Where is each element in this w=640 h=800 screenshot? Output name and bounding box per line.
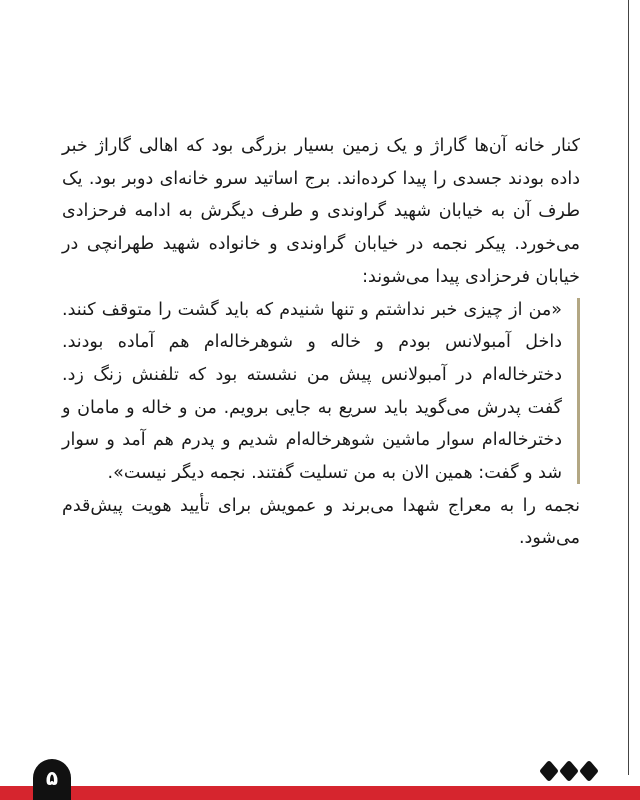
article-body bbox=[62, 130, 580, 555]
footer-accent-bar bbox=[0, 786, 640, 800]
logo-diamond-3 bbox=[580, 761, 598, 781]
paragraph-intro: کنار خانه آن‌ها گاراژ و یک زمین بسیار بزرگی بود که اهالی گاراژ خبر داده بودند جسدی را پیدا کرده‌اند. برج اساتید سرو خانه‌ای دوبر بود. یک طرف آن به خیابان شهید گراوندی و طرف دیگرش به ادامه فرحزادی می‌خورد. پیکر نجمه در خیابان گراوندی و خانواده شهید طهرانچی در خیابان فرحزادی پیدا می‌شوند: bbox=[62, 136, 580, 287]
quote-text: «من از چیزی خبر نداشتم و تنها شنیدم که باید گشت را متوقف کنند. داخل آمبولانس بودم و خاله و شوهرخاله‌ام هم آماده بودند. دخترخاله‌ام در آمبولانس پیش من نشسته بود که تلفنش زنگ زد. گفت پدرش می‌گوید باید سریع به جایی برویم. من و خاله و مامان و دخترخاله‌ام سوار ماشین شوهرخاله‌ام شدیم و پدرم هم آمد و سوار شد و گفت: همین الان به من تسلیت گفتند. نجمه دیگر نیست». bbox=[62, 299, 562, 484]
paragraph-closing: نجمه را به معراج شهدا می‌برند و عمویش برای تأیید هویت پیش‌قدم می‌شود. bbox=[62, 495, 580, 549]
logo-diamond-2 bbox=[560, 761, 578, 781]
logo-diamond-1 bbox=[540, 761, 558, 781]
margin-rule bbox=[628, 0, 629, 775]
publisher-logo-icon bbox=[536, 760, 602, 782]
blockquote bbox=[62, 294, 580, 490]
page-number: ۵ bbox=[33, 759, 71, 800]
quote-rule bbox=[577, 298, 580, 484]
